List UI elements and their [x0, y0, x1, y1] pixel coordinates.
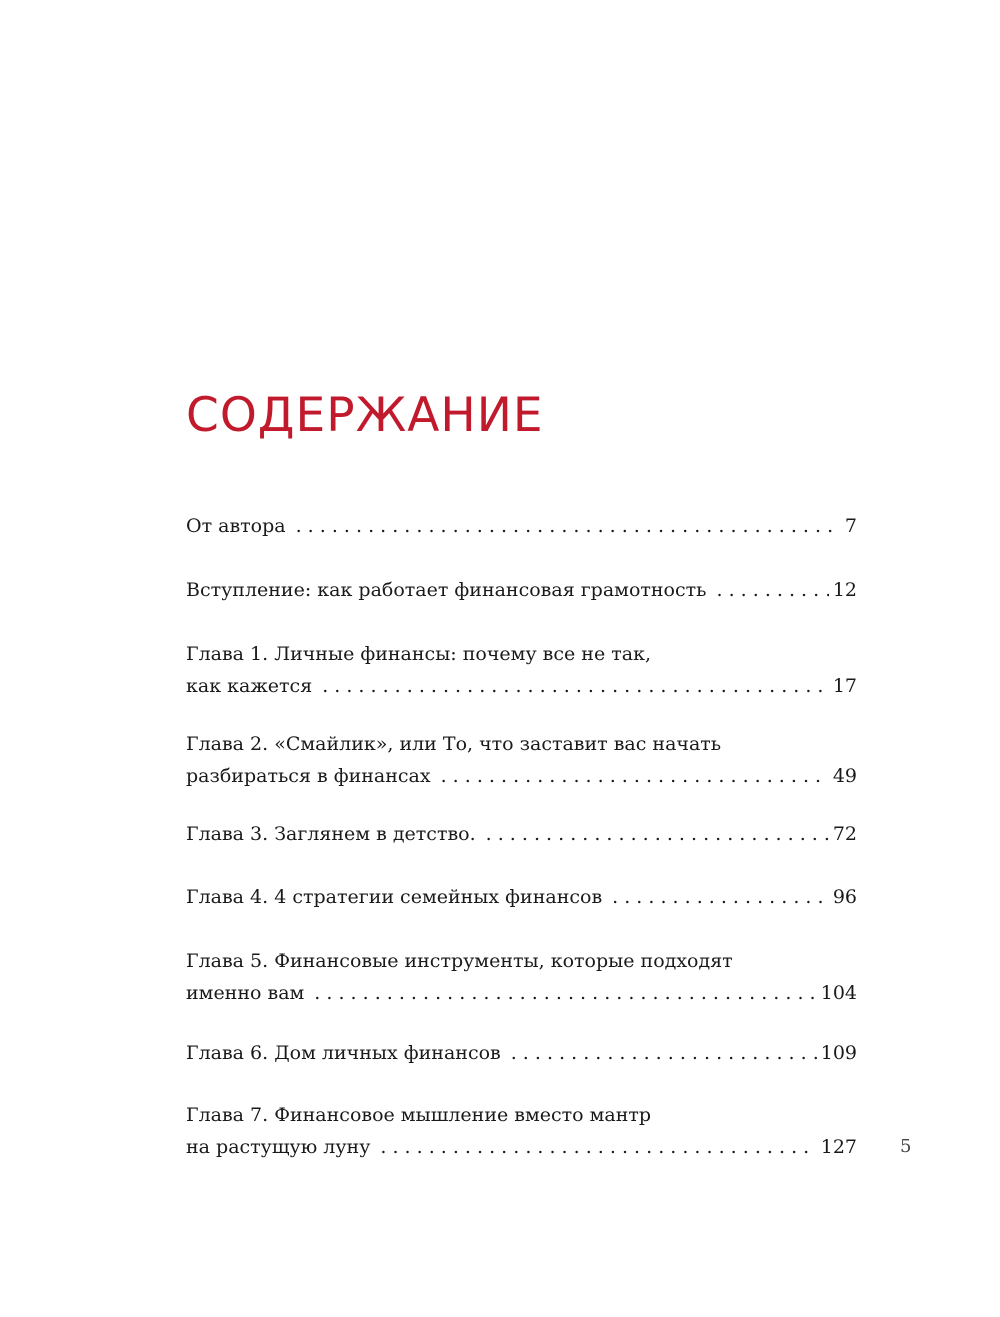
dot-leader	[511, 1037, 817, 1069]
toc-line	[186, 510, 857, 542]
dot-leader	[380, 1131, 816, 1163]
toc-entry-title-line: Глава 2. «Смайлик», или То, что заставит вас начать	[186, 733, 722, 755]
toc-entry-title: на растущую луну	[186, 1136, 371, 1158]
toc-entry-title: разбираться в финансах	[186, 765, 431, 787]
toc-entry-title: Глава 6. Дом личных финансов	[186, 1042, 501, 1064]
toc-page-number: 72	[832, 823, 857, 845]
toc-entry-title: Глава 4. 4 стратегии семейных финансов	[186, 886, 603, 908]
dot-leader	[486, 818, 829, 850]
toc-page-number: 7	[844, 515, 857, 537]
toc-entry-chapter-3[interactable]	[186, 818, 857, 850]
toc-entry-title-line: Глава 1. Личные финансы: почему все не так,	[186, 643, 651, 665]
toc-entry-author[interactable]	[186, 510, 857, 542]
toc-entry-title-line: Глава 5. Финансовые инструменты, которые подходят	[186, 950, 733, 972]
toc-line	[186, 760, 857, 792]
toc-entry-chapter-7[interactable]	[186, 1099, 857, 1163]
toc-entry-chapter-4[interactable]	[186, 881, 857, 913]
toc-page-number: 49	[832, 765, 857, 787]
toc-line	[186, 1131, 857, 1163]
folio-page-number: 5	[900, 1136, 912, 1157]
toc-entry-chapter-2[interactable]	[186, 728, 857, 792]
toc-entry-chapter-5[interactable]	[186, 945, 857, 1009]
toc-page-number: 17	[832, 675, 857, 697]
toc-line	[186, 818, 857, 850]
toc-line	[186, 574, 857, 606]
toc-line	[186, 977, 857, 1009]
toc-line	[186, 1037, 857, 1069]
toc-entry-title-line: Глава 7. Финансовое мышление вместо мантр	[186, 1104, 652, 1126]
toc-page-number: 109	[820, 1042, 857, 1064]
dot-leader	[441, 760, 829, 792]
toc-entry-title: Глава 3. Заглянем в детство.	[186, 823, 476, 845]
toc-entry-title: Вступление: как работает финансовая грамотность	[186, 579, 707, 601]
toc-entry-chapter-1[interactable]	[186, 638, 857, 702]
dot-leader	[717, 574, 829, 606]
toc-line	[186, 881, 857, 913]
page-title: СОДЕРЖАНИЕ	[186, 388, 544, 443]
toc-entry-chapter-6[interactable]	[186, 1037, 857, 1069]
dot-leader	[322, 670, 829, 702]
toc-entry-title: как кажется	[186, 675, 313, 697]
dot-leader	[612, 881, 829, 913]
toc-entry-title: именно вам	[186, 982, 305, 1004]
dot-leader	[296, 510, 841, 542]
toc-entry-intro[interactable]	[186, 574, 857, 606]
toc-line	[186, 670, 857, 702]
toc-page-number: 104	[820, 982, 857, 1004]
dot-leader	[314, 977, 816, 1009]
toc-page-number: 127	[820, 1136, 857, 1158]
toc-entry-title: От автора	[186, 515, 286, 537]
toc-page-number: 96	[832, 886, 857, 908]
toc-page-number: 12	[832, 579, 857, 601]
